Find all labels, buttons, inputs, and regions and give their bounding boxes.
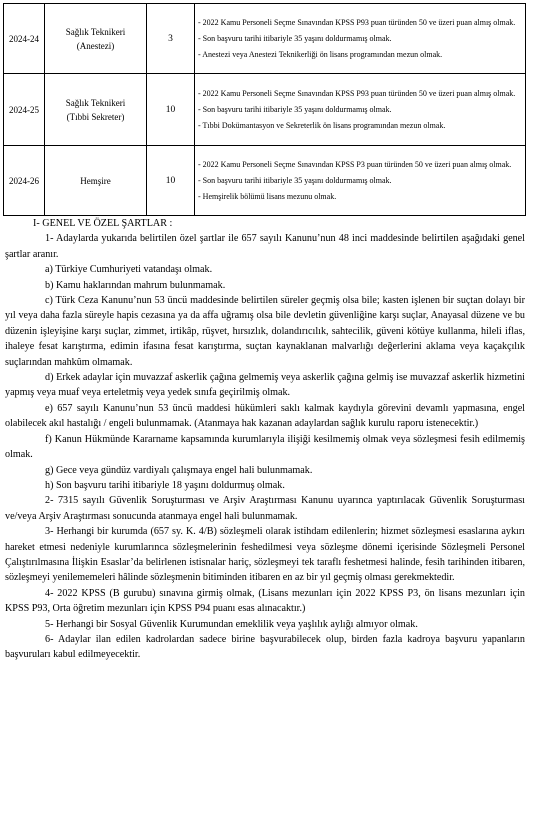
position-code: 2024-25 — [4, 74, 45, 146]
position-title-line: (Tıbbi Sekreter) — [66, 111, 125, 122]
paragraph-6: 6- Adaylar ilan edilen kadrolardan sadece birine başvurabilecek olup, birden fazla kadroya başvuru yapanların başvuruları kabul edilmeyecektir. — [5, 633, 525, 661]
condition-f: f) Kanun Hükmünde Kararname kapsamında kurumlarıyla ilişiği kesilmemiş olmak veya sözleşmesi fesih edilmemiş olmak. — [5, 433, 525, 461]
position-title-line: Hemşire — [80, 175, 111, 186]
position-code: 2024-24 — [4, 4, 45, 74]
position-title — [45, 74, 147, 146]
position-requirements — [195, 74, 526, 146]
requirement: - 2022 Kamu Personeli Seçme Sınavından KPSS P3 puan türünden 50 ve üzeri puan almış olmak. — [198, 159, 512, 169]
condition-b: b) Kamu haklarından mahrum bulunmamak. — [45, 279, 226, 291]
paragraph-4: 4- 2022 KPSS (B gurubu) sınavına girmiş olmak, (Lisans mezunları için 2022 KPSS P3, ön lisans mezunları için KPSS P93, Orta öğretim mezunları için KPSS P94 puanı esas alınacaktır.) — [5, 587, 525, 615]
position-count: 10 — [147, 146, 195, 216]
position-requirements — [195, 146, 526, 216]
requirement: - Tıbbi Dokümantasyon ve Sekreterlik ön lisans programından mezun olmak. — [198, 120, 446, 130]
requirement: - 2022 Kamu Personeli Seçme Sınavından KPSS P93 puan türünden 50 ve üzeri puan almış olmak. — [198, 88, 516, 98]
requirement: - Son başvuru tarihi itibariyle 35 yaşını doldurmamış olmak. — [198, 175, 392, 185]
position-title — [45, 4, 147, 74]
paragraph-5: 5- Herhangi bir Sosyal Güvenlik Kurumundan emeklilik veya yaşlılık aylığı almıyor olmak. — [45, 618, 418, 630]
requirement: - 2022 Kamu Personeli Seçme Sınavından KPSS P93 puan türünden 50 ve üzeri puan almış olmak. — [198, 17, 516, 27]
condition-h: h) Son başvuru tarihi itibariyle 18 yaşını doldurmuş olmak. — [45, 479, 285, 491]
table-row — [4, 74, 526, 146]
position-title-line: (Anestezi) — [76, 40, 115, 51]
paragraph-3: 3- Herhangi bir kurumda (657 sy. K. 4/B) sözleşmeli olarak istihdam edilenlerin; hizmet sözleşmesi esaslarına aykırı hareket etmesi nedeniyle kurumlarınca sözleşmelerinin feshedilmesi veya sözleşme dönemi içerisinde Sözleşmeli Personel Çalıştırılmasına İlişkin Esaslar’da belirlenen istisnalar hariç, sözleşmeyi tek taraflı feshetmesi halinde, fesih tarihinden itibaren, sözleşmeyi yenilememeleri hâlinde sözleşmenin bitiminden itibaren en az bir yıl geçmiş olması gerekmektedir. — [5, 526, 525, 584]
condition-c: c) Türk Ceza Kanunu’nun 53 üncü maddesinde belirtilen süreler geçmiş olsa bile; kasten işlenen bir suçtan dolayı bir yıl veya daha fazla süreyle hapis cezasına ya da affa uğramış olsa bile devletin güvenliğine karşı suçlar, Anayasal düzene ve bu düzenin işleyişine karşı suçlar, zimmet, irtikâp, rüşvet, hırsızlık, dolandırıcılık, sahtecilik, güveni kötüye kullanma, hileli iflas, ihaleye fesat karıştırma, edimin ifasına fesat karıştırma, suçtan kaynaklanan malvarlığı değerlerini aklama veya kaçakçılık suçlarından mahkûm olmamak. — [5, 295, 525, 368]
position-count: 3 — [147, 4, 195, 74]
requirement: - Son başvuru tarihi itibariyle 35 yaşını doldurmamış olmak. — [198, 33, 392, 43]
requirement: - Hemşirelik bölümü lisans mezunu olmak. — [198, 191, 337, 201]
position-requirements — [195, 4, 526, 74]
condition-e: e) 657 sayılı Kanunu’nun 53 üncü maddesi hükümleri saklı kalmak kaydıyla görevini devamlı yapmasına, engel olabilecek akıl hastalığı / engeli bulunmamak. (Atanmaya hak kazanan adaylardan sağlık kurulu raporu istenecektir.) — [5, 402, 525, 430]
requirement: - Son başvuru tarihi itibariyle 35 yaşını doldurmamış olmak. — [198, 104, 392, 114]
table-row — [4, 4, 526, 74]
section-heading: I- GENEL VE ÖZEL ŞARTLAR : — [33, 218, 173, 229]
position-code: 2024-26 — [4, 146, 45, 216]
general-conditions — [5, 216, 525, 663]
paragraph-1: 1- Adaylarda yukarıda belirtilen özel şartlar ile 657 sayılı Kanunu’nun 48 inci maddesinde belirtilen aşağıdaki genel şartlar aranır. — [5, 233, 525, 260]
position-count: 10 — [147, 74, 195, 146]
position-title-line: Sağlık Teknikeri — [65, 26, 126, 37]
positions-table — [3, 3, 526, 216]
position-title — [45, 146, 147, 216]
requirement: - Anestezi veya Anestezi Teknikerliği ön lisans programından mezun olmak. — [198, 49, 443, 59]
condition-d: d) Erkek adaylar için muvazzaf askerlik çağına gelmemiş veya askerlik çağına gelmiş ise muvazzaf askerlik hizmetini yapmış veya muaf veya erteletmiş veya yedek sınıfa geçirilmiş olmak. — [5, 372, 525, 399]
position-title-line: Sağlık Teknikeri — [65, 97, 126, 108]
condition-a: a) Türkiye Cumhuriyeti vatandaşı olmak. — [45, 264, 213, 276]
paragraph-2: 2- 7315 sayılı Güvenlik Soruşturması ve Arşiv Araştırması Kanunu uyarınca yaptırılacak Güvenlik Soruşturması ve/veya Arşiv Araştırması sonucunda atanmaya engel hali bulunmamak. — [5, 495, 525, 522]
condition-g: g) Gece veya gündüz vardiyalı çalışmaya engel hali bulunmamak. — [45, 464, 313, 476]
table-row — [4, 146, 526, 216]
